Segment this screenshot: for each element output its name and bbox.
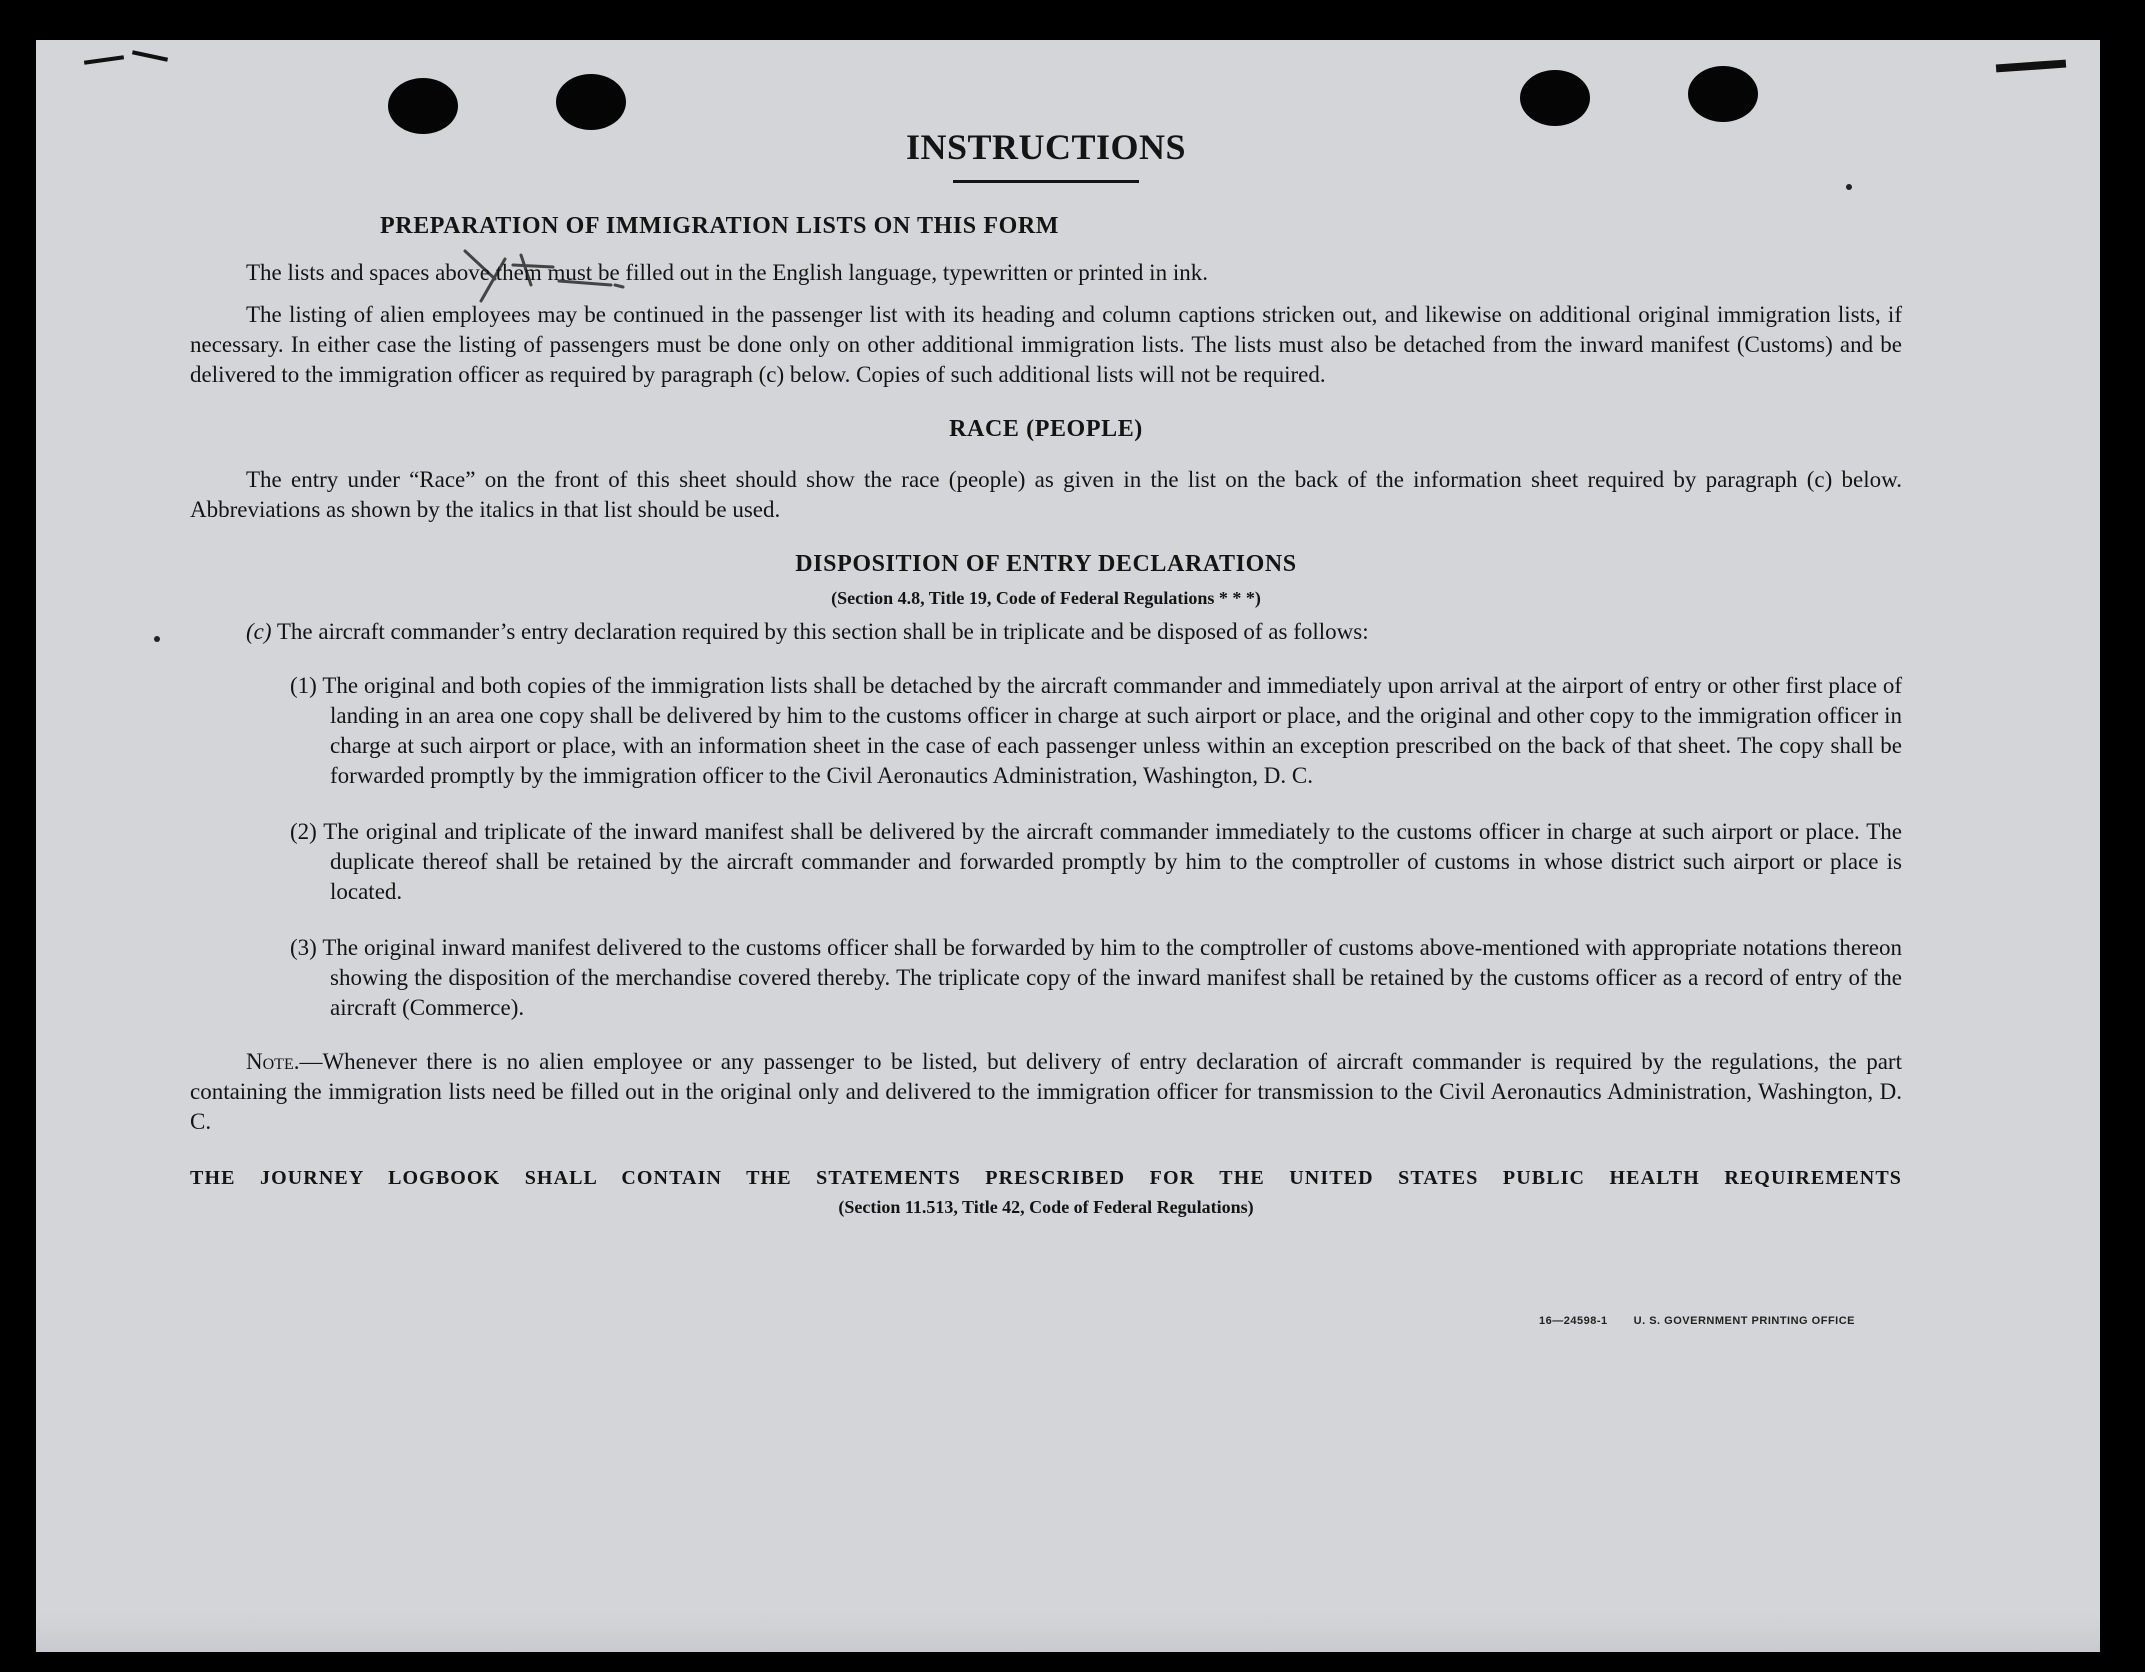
note-paragraph bbox=[190, 1047, 1902, 1137]
section-heading-race: RACE (PEOPLE) bbox=[949, 416, 1143, 442]
item-label: (2) bbox=[290, 819, 317, 844]
item-text: The original and both copies of the immigration lists shall be detached by the aircraft commander and immediately upon arrival at the airport of entry or other first place of landing in an area one copy shall be delivered by him to the customs officer in charge at such airport or place, and the original and other copy to the immigration officer in charge at such airport or place, with an information sheet in the case of each passenger unless within an exception prescribed on the back of that sheet. The copy shall be forwarded promptly by the immigration officer to the Civil Aeronautics Administration, Washington, D. C. bbox=[322, 673, 1902, 788]
section-heading-preparation: PREPARATION OF IMMIGRATION LISTS ON THIS FORM bbox=[380, 213, 1060, 239]
instructions-content bbox=[190, 90, 1902, 1218]
preparation-paragraph: The listing of alien employees may be continued in the passenger list with its heading and column captions stricken out, and likewise on additional original immigration lists, if necessary. In either case the listing of passengers must be done only on other additional immigration lists. The lists must also be detached from the inward manifest (Customs) and be delivered to the immigration officer as required by paragraph (c) below. Copies of such additional lists will not be required. bbox=[190, 302, 1902, 387]
sheet-bottom-edge bbox=[36, 1612, 2100, 1652]
intro-label: (c) bbox=[246, 619, 272, 644]
disposition-item bbox=[190, 817, 1902, 907]
section-heading-disposition: DISPOSITION OF ENTRY DECLARATIONS bbox=[795, 551, 1297, 577]
edge-mark bbox=[1996, 60, 2066, 73]
disposition-citation: (Section 4.8, Title 19, Code of Federal Regulations * * *) bbox=[831, 588, 1261, 608]
printer-imprint bbox=[1539, 1315, 1855, 1327]
preparation-paragraph: The lists and spaces above them must be filled out in the English language, typewritten or printed in ink. bbox=[246, 260, 1208, 285]
item-label: (1) bbox=[290, 673, 317, 698]
form-number: 16—24598-1 bbox=[1539, 1315, 1608, 1327]
note-text: —Whenever there is no alien employee or any passenger to be listed, but delivery of entry declaration of aircraft commander is required by the regulations, the part containing the immigration lists need be filled out in the original only and delivered to the immigration officer for transmission to the Civil Aeronautics Administration, Washington, D. C. bbox=[190, 1049, 1902, 1134]
item-text: The original and triplicate of the inward manifest shall be delivered by the aircraft commander immediately to the customs officer in charge at such airport or place. The duplicate thereof shall be retained by the aircraft commander and forwarded promptly by him to the comptroller of customs in whose district such airport or place is located. bbox=[323, 819, 1902, 904]
disposition-intro bbox=[246, 617, 1902, 647]
edge-mark bbox=[132, 50, 168, 61]
edge-mark bbox=[84, 55, 124, 65]
race-paragraph: The entry under “Race” on the front of this sheet should show the race (people) as given in the list on the back of the information sheet required by paragraph (c) below. Abbreviations as shown by the italics in that list should be used. bbox=[190, 467, 1902, 522]
item-text: The original inward manifest delivered to the customs officer shall be forwarded by him to the comptroller of customs above-mentioned with appropriate notations thereon showing the disposition of the merchandise covered thereby. The triplicate copy of the inward manifest shall be retained by the customs officer as a record of entry of the aircraft (Commerce). bbox=[322, 935, 1902, 1020]
public-health-statement: THE JOURNEY LOGBOOK SHALL CONTAIN THE STATEMENTS PRESCRIBED FOR THE UNITED STATES PUBLIC HEALTH REQUIREMENTS bbox=[190, 1167, 1902, 1189]
intro-text: The aircraft commander’s entry declaration required by this section shall be in triplicate and be disposed of as follows: bbox=[276, 619, 1369, 644]
public-health-citation: (Section 11.513, Title 42, Code of Federal Regulations) bbox=[838, 1197, 1254, 1217]
disposition-item bbox=[190, 933, 1902, 1023]
printer-name: U. S. GOVERNMENT PRINTING OFFICE bbox=[1633, 1315, 1855, 1327]
note-label: Note. bbox=[246, 1049, 300, 1074]
page-title: INSTRUCTIONS bbox=[905, 127, 1187, 167]
title-underline bbox=[953, 180, 1139, 183]
disposition-item bbox=[190, 671, 1902, 791]
item-label: (3) bbox=[290, 935, 317, 960]
stray-dot bbox=[154, 636, 160, 642]
